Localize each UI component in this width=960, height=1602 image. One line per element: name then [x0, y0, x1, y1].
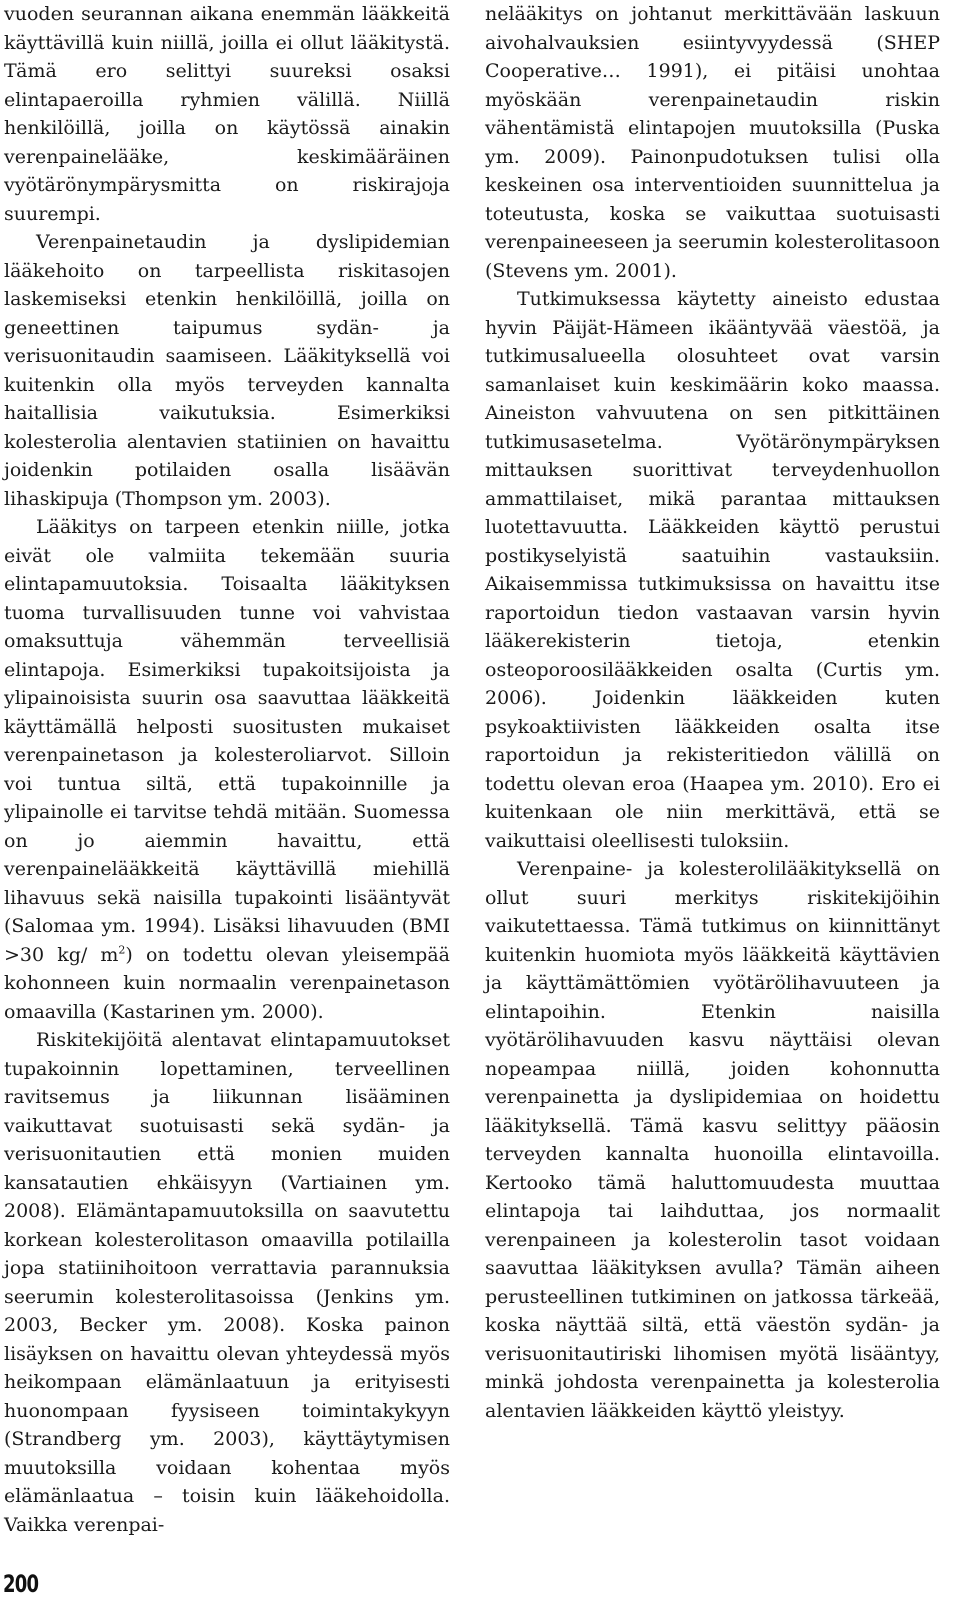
page-number: 200	[3, 1570, 39, 1598]
right-column	[485, 0, 940, 1425]
paragraph: Tutkimuksessa käytetty aineisto edustaa hyvin Päijät-Hämeen ikääntyvää väestöä, ja tutkimusalueella olosuhteet ovat varsin samanlaiset kuin keskimäärin koko maassa. Aineiston vahvuutena on sen pitkittäinen tutkimusasetelma. Vyötärönympäryksen mittauksen suorittivat terveydenhuollon ammattilaiset, mikä parantaa mittauksen luotettavuutta. Lääkkeiden käyttö perustui postikyselyistä saatuihin vastauksiin. Aikaisemmissa tutkimuksissa on havaittu itse raportoidun tiedon vastaavan varsin hyvin lääkerekisterin tietoja, etenkin osteoporoosilääkkeiden osalta (Curtis ym. 2006). Joidenkin lääkkeiden kuten psykoaktiivisten lääkkeiden osalta itse raportoidun ja rekisteritiedon välillä on todettu olevan eroa (Haapea ym. 2010). Ero ei kuitenkaan ole niin merkittävä, että se vaikuttaisi oleellisesti tuloksiin.	[485, 288, 940, 852]
superscript: 2	[118, 943, 126, 957]
paragraph	[4, 513, 450, 1026]
paragraph: Riskitekijöitä alentavat elintapamuutokset tupakoinnin lopettaminen, terveellinen ravitsemus ja liikunnan lisääminen vaikuttavat suotuisasti sekä sydän- ja verisuonitautien että monien muiden kansatautien ehkäisyyn (Vartiainen ym. 2008). Elämäntapamuutoksilla on saavutettu korkean kolesterolitason omaavilla potilailla jopa statiinihoitoon verrattavia parannuksia seerumin kolesterolitasoissa (Jenkins ym. 2003, Becker ym. 2008). Koska painon lisäyksen on havaittu olevan yhteydessä myös heikompaan elämänlaatuun ja erityisesti huonompaan fyysiseen toimintakykyyn (Strandberg ym. 2003), käyttäytymisen muutoksilla voidaan kohentaa myös elämänlaatua – toisin kuin lääkehoidolla. Vaikka verenpai-	[4, 1029, 450, 1536]
paragraph: nelääkitys on johtanut merkittävään laskuun aivohalvauksien esiintyvyydessä (SHEP Cooperative… 1991), ei pitäisi unohtaa myöskään verenpainetaudin riskin vähentämistä elintapojen muutoksilla (Puska ym. 2009). Painonpudotuksen tulisi olla keskeinen osa interventioiden suunnittelua ja toteutusta, koska se vaikuttaa suotuisasti verenpaineeseen ja seerumin kolesterolitasoon (Stevens ym. 2001).	[485, 3, 940, 282]
left-column	[4, 0, 450, 1539]
paragraph-text: ) on todettu olevan yleisempää kohonneen kuin normaalin verenpainetason omaavilla (Kastarinen ym. 2000).	[4, 943, 450, 1023]
paragraph: vuoden seurannan aikana enemmän lääkkeitä käyttävillä kuin niillä, joilla ei ollut lääkitystä. Tämä ero selittyi suureksi osaksi elintapaeroilla ryhmien välillä. Niillä henkilöillä, joilla on käytössä ainakin verenpainelääke, keskimääräinen vyötärönympärysmitta on riskirajoja suurempi.	[4, 3, 450, 225]
paragraph: Verenpainetaudin ja dyslipidemian lääkehoito on tarpeellista riskitasojen laskemiseksi etenkin henkilöillä, joilla on geneettinen taipumus sydän- ja verisuonitaudin saamiseen. Lääkityksellä voi kuitenkin olla myös terveyden kannalta haitallisia vaikutuksia. Esimerkiksi kolesterolia alentavien statiinien on havaittu joidenkin potilaiden osalla lisäävän lihaskipuja (Thompson ym. 2003).	[4, 231, 450, 510]
paragraph-text: Lääkitys on tarpeen etenkin niille, jotka eivät ole valmiita tekemään suuria elintapamuutoksia. Toisaalta lääkityksen tuoma turvallisuuden tunne voi vahvistaa omaksuttuja vähemmän terveellisiä elintapoja. Esimerkiksi tupakoitsijoista ja ylipainoisista suurin osa saavuttaa lääkkeitä käyttämällä helposti suositusten mukaiset verenpainetason ja kolesteroliarvot. Silloin voi tuntua siltä, että tupakoinnille ja ylipainolle ei tarvitse tehdä mitään. Suomessa on jo aiemmin havaittu, että verenpainelääkkeitä käyttävillä miehillä lihavuus sekä naisilla tupakointi lisääntyvät (Salomaa ym. 1994). Lisäksi lihavuuden (BMI >30 kg/ m	[4, 516, 450, 966]
paragraph: Verenpaine- ja kolesterolilääkityksellä on ollut suuri merkitys riskitekijöihin vaikutettaessa. Tämä tutkimus on kiinnittänyt kuitenkin huomiota myös lääkkeitä käyttävien ja käyttämättömien vyötärölihavuuteen ja elintapoihin. Etenkin naisilla vyötärölihavuuden kasvu näyttäisi olevan nopeampaa niillä, joiden kohonnutta verenpainetta ja dyslipidemiaa on hoidettu lääkityksellä. Tämä kasvu selittyy pääosin terveyden kannalta huonoilla elintavoilla. Kertooko tämä haluttomuudesta muuttaa elintapoja tai laihduttaa, jos normaalit verenpaineen ja kolesterolin tasot voidaan saavuttaa lääkityksen avulla? Tämän aiheen perusteellinen tutkiminen on jatkossa tärkeää, koska näyttää siltä, että väestön sydän- ja verisuonitautiriski lihomisen myötä lisääntyy, minkä johdosta verenpainetta ja kolesterolia alentavien lääkkeiden käyttö yleistyy.	[485, 858, 940, 1422]
